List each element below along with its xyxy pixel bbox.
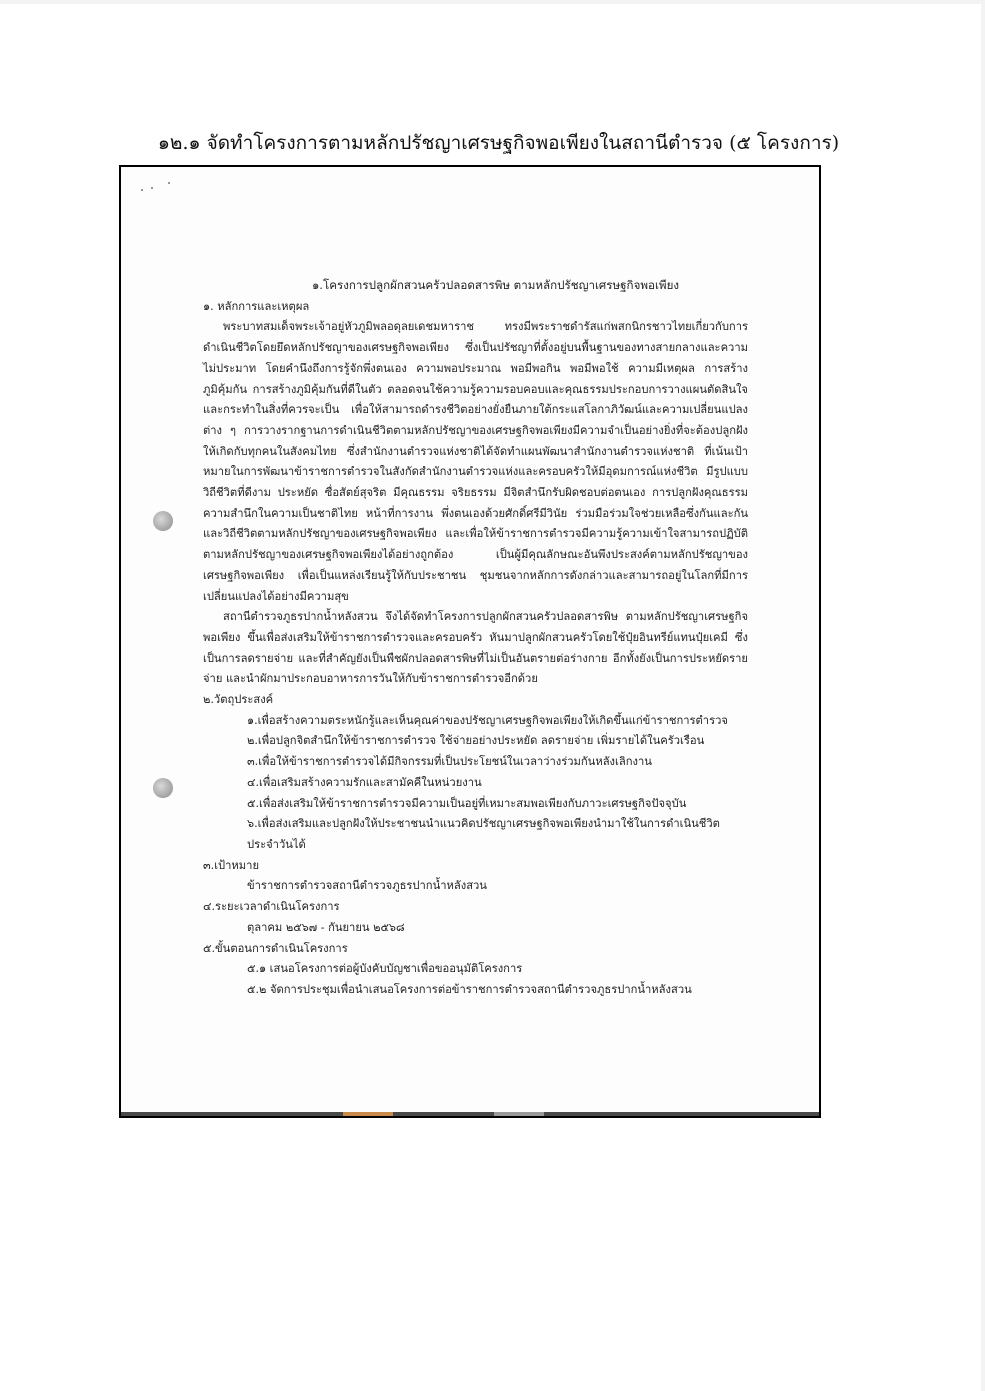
scanned-document-image — [119, 165, 821, 1118]
document-title: ๑.โครงการปลูกผักสวนครัวปลอดสารพิษ ตามหลักปรัชญาเศรษฐกิจพอเพียง — [311, 278, 680, 292]
objective-item: ๖.เพื่อส่งเสริมและปลูกฝังให้ประชาชนนำแนวคิดปรัชญาเศรษฐกิจพอเพียงนำมาใช้ในการดำเนินชีวิตประจำวันได้ — [247, 817, 720, 851]
scanned-text-body — [203, 275, 748, 1001]
step-item: ๕.๑ เสนอโครงการต่อผู้บังคับบัญชาเพื่อขออนุมัติโครงการ — [247, 962, 523, 976]
objective-item: ๑.เพื่อสร้างความตระหนักรู้และเห็นคุณค่าของปรัชญาเศรษฐกิจพอเพียงให้เกิดขึ้นแก่ข้าราชการตำรวจ — [247, 713, 728, 727]
objective-item: ๔.เพื่อเสริมสร้างความรักและสามัคคีในหน่วยงาน — [247, 775, 482, 789]
paragraph: พระบาทสมเด็จพระเจ้าอยู่หัวภูมิพลอดุลยเดชมหาราช ทรงมีพระราชดำรัสแก่พสกนิกรชาวไทยเกี่ยวกับการดำเนินชีวิตโดยยึดหลักปรัชญาของเศรษฐกิจพอเพียง ซึ่งเป็นปรัชญาที่ตั้งอยู่บนพื้นฐานของทางสายกลางและความไม่ประมาท โดยคำนึงถึงการรู้จักพึ่งตนเอง ความพอประมาณ พอมีพอกิน พอมีพอใช้ ความมีเหตุผล การสร้างภูมิคุ้มกัน การสร้างภูมิคุ้มกันที่ดีในตัว ตลอดจนใช้ความรู้ความรอบคอบและคุณธรรมประกอบการวางแผนตัดสินใจและกระทำในสิ่งที่ควรจะเป็น เพื่อให้สามารถดำรงชีวิตอย่างยั่งยืนภายใต้กระแสโลกาภิวัฒน์และความเปลี่ยนแปลงต่าง ๆ การวางรากฐานการดำเนินชีวิตตามหลักปรัชญาของเศรษฐกิจพอเพียงมีความจำเป็นอย่างยิ่งที่จะต้องปลูกฝังให้เกิดกับทุกคนในสังคมไทย ซึ่งสำนักงานตำรวจแห่งชาติได้จัดทำแผนพัฒนาสำนักงานตำรวจแห่งชาติ ที่เน้นเป้าหมายในการพัฒนาข้าราชการตำรวจในสังกัดสำนักงานตำรวจแห่งและครอบครัวให้มีอุดมการณ์แห่งชีวิต มีรูปแบบวิถีชีวิตที่ดีงาม ประหยัด ซื่อสัตย์สุจริต มีคุณธรรม จริยธรรม มีจิตสำนึกรับผิดชอบต่อตนเอง การปลูกฝังคุณธรรม ความสำนึกในความเป็นชาติไทย หน้าที่การงาน พึ่งตนเองด้วยศักดิ์ศรีมีวินัย ร่วมมือร่วมใจช่วยเหลือซึ่งกันและกัน และวิถีชีวิตตามหลักปรัชญาของเศรษฐกิจพอเพียง และเพื่อให้ข้าราชการตำรวจมีความรู้ความเข้าใจสามารถปฏิบัติตามหลักปรัชญาของเศรษฐกิจพอเพียงได้อย่างถูกต้อง เป็นผู้มีคุณลักษณะอันพึงประสงค์ตามหลักปรัชญาของเศรษฐกิจพอเพียง เพื่อเป็นแหล่งเรียนรู้ให้กับประชาชน ชุมชนจากหลักการดังกล่าวและสามารถอยู่ในโลกที่มีการเปลี่ยนแปลงได้อย่างมีความสุข — [203, 320, 748, 603]
objective-item: ๕.เพื่อส่งเสริมให้ข้าราชการตำรวจมีความเป็นอยู่ที่เหมาะสมพอเพียงกับภาวะเศรษฐกิจปัจจุบัน — [247, 796, 687, 810]
objective-item: ๒.เพื่อปลูกจิตสำนึกให้ข้าราชการตำรวจ ใช้จ่ายอย่างประหยัด ลดรายจ่าย เพิ่มรายได้ในครัวเรือน — [247, 734, 705, 748]
document-page — [0, 4, 981, 1391]
section-heading: ๒.วัตถุประสงค์ — [203, 693, 274, 707]
scan-speck — [151, 187, 153, 189]
duration-text: ตุลาคม ๒๕๖๗ - กันยายน ๒๕๖๘ — [247, 920, 405, 934]
section-heading: ๔.ระยะเวลาดำเนินโครงการ — [203, 900, 340, 914]
paragraph: สถานีตำรวจภูธรปากน้ำหลังสวน จึงได้จัดทำโครงการปลูกผักสวนครัวปลอดสารพิษ ตามหลักปรัชญาเศรษฐกิจพอเพียง ขึ้นเพื่อส่งเสริมให้ข้าราชการตำรวจและครอบครัว หันมาปลูกผักสวนครัวโดยใช้ปุ๋ยอินทรีย์แทนปุ๋ยเคมี ซึ่งเป็นการลดรายจ่าย และที่สำคัญยังเป็นพืชผักปลอดสารพิษที่ไม่เป็นอันตรายต่อร่างกาย อีกทั้งยังเป็นการประหยัดรายจ่าย และนำผักมาประกอบอาหารการวันให้กับข้าราชการตำรวจอีกด้วย — [203, 610, 748, 686]
scan-speck — [168, 182, 170, 184]
punch-hole-icon — [153, 511, 173, 531]
step-item: ๕.๒ จัดการประชุมเพื่อนำเสนอโครงการต่อข้าราชการตำรวจสถานีตำรวจภูธรปากน้ำหลังสวน — [247, 982, 692, 996]
page-heading: ๑๒.๑ จัดทำโครงการตามหลักปรัชญาเศรษฐกิจพอเพียงในสถานีตำรวจ (๕ โครงการ) — [157, 132, 840, 154]
scan-bottom-edge — [121, 1112, 819, 1116]
section-heading: ๑. หลักการและเหตุผล — [203, 299, 310, 313]
scan-bottom-edge — [343, 1112, 393, 1116]
section-heading: ๓.เป้าหมาย — [203, 858, 259, 872]
section-heading: ๕.ขั้นตอนการดำเนินโครงการ — [203, 941, 348, 955]
scan-speck — [141, 189, 143, 191]
objective-item: ๓.เพื่อให้ข้าราชการตำรวจได้มีกิจกรรมที่เป็นประโยชน์ในเวลาว่างร่วมกันหลังเลิกงาน — [247, 755, 652, 769]
punch-hole-icon — [153, 778, 173, 798]
target-text: ข้าราชการตำรวจสถานีตำรวจภูธรปากน้ำหลังสวน — [247, 879, 487, 893]
scan-bottom-edge — [494, 1112, 544, 1116]
